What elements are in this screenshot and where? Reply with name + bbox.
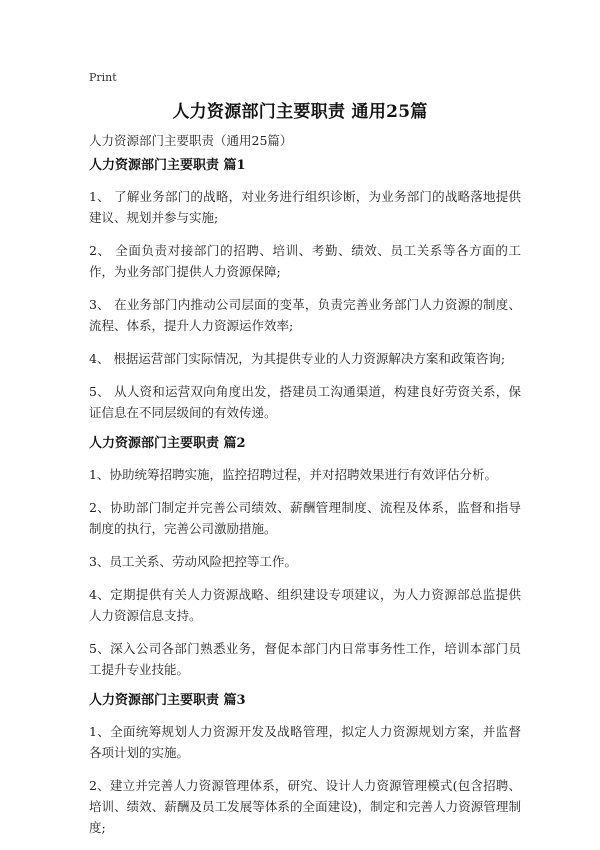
print-label[interactable]: Print [89,71,117,84]
list-item: 5、 从人资和运营双向角度出发，搭建员工沟通渠道，构建良好劳资关系，保证信息在不同层级间的有效传递。 [89,384,521,420]
list-item: 1、 了解业务部门的战略，对业务进行组织诊断，为业务部门的战略落地提供建议、规划并参与实施; [89,189,521,225]
section-3 [89,692,521,838]
list-item: 4、 根据运营部门实际情况，为其提供专业的人力资源解决方案和政策咨询; [89,351,506,366]
section-1 [89,157,521,423]
document-body [89,157,521,850]
document-subtitle: 人力资源部门主要职责（通用25篇） [89,133,293,148]
section-2 [89,435,521,680]
list-item: 4、定期提供有关人力资源战略、组织建设专项建议，为人力资源部总监提供人力资源信息支持。 [89,587,521,623]
section-heading: 人力资源部门主要职责 篇3 [89,693,246,708]
list-item: 1、协助统筹招聘实施，监控招聘过程，并对招聘效果进行有效评估分析。 [89,467,497,482]
list-item: 1、全面统筹规划人力资源开发及战略管理，拟定人力资源规划方案，并监督各项计划的实施。 [89,724,521,760]
document-title: 人力资源部门主要职责 通用25篇 [172,102,428,122]
list-item: 2、建立并完善人力资源管理体系，研究、设计人力资源管理模式(包含招聘、培训、绩效、薪酬及员工发展等体系的全面建设)，制定和完善人力资源管理制度; [89,778,521,835]
list-item: 2、协助部门制定并完善公司绩效、薪酬管理制度、流程及体系，监督和指导制度的执行，完善公司激励措施。 [89,500,521,536]
list-item: 2、 全面负责对接部门的招聘、培训、考勤、绩效、员工关系等各方面的工作，为业务部门提供人力资源保障; [89,243,521,279]
list-item: 5、深入公司各部门熟悉业务，督促本部门内日常事务性工作，培训本部门员工提升专业技能。 [89,641,521,677]
section-heading: 人力资源部门主要职责 篇1 [89,158,246,173]
section-heading: 人力资源部门主要职责 篇2 [89,436,246,451]
list-item: 3、 在业务部门内推动公司层面的变革，负责完善业务部门人力资源的制度、流程、体系，提升人力资源运作效率; [89,297,521,333]
list-item: 3、员工关系、劳动风险把控等工作。 [89,554,297,569]
